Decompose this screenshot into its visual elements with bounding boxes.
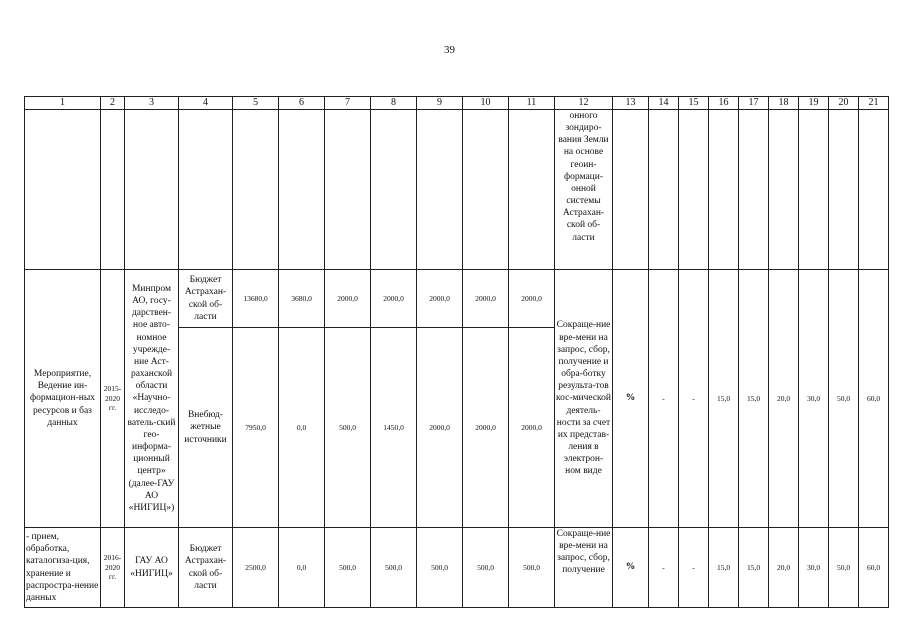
subactivity-executor: ГАУ АО «НИГИЦ» xyxy=(125,528,179,608)
header-cell-20: 20 xyxy=(829,97,859,110)
amount-cell: 13680,0 xyxy=(233,270,279,328)
amount-cell: 500,0 xyxy=(325,528,371,608)
activity-executor: Минпром АО, госу-дарствен-ное авто-номное учрежде-ние Аст-раханской области «Научно-исследо-ватель-ский гео-информа-ционный центр» (далее-ГАУ АО «НИГИЦ») xyxy=(125,270,179,528)
header-cell-13: 13 xyxy=(613,97,649,110)
amount-cell: 2000,0 xyxy=(325,270,371,328)
funding-source: Внебюд-жетные источники xyxy=(179,328,233,528)
cell-empty xyxy=(769,110,799,270)
header-cell-6: 6 xyxy=(279,97,325,110)
activity-period: 2015-2020 гг. xyxy=(101,270,125,528)
cell-empty xyxy=(417,110,463,270)
value-cell: 15,0 xyxy=(709,528,739,608)
subactivity-row xyxy=(25,528,889,608)
value-cell: 15,0 xyxy=(739,528,769,608)
header-cell-1: 1 xyxy=(25,97,101,110)
value-cell: 50,0 xyxy=(829,528,859,608)
cell-empty xyxy=(125,110,179,270)
funding-source: Бюджет Астрахан-ской об-ласти xyxy=(179,528,233,608)
amount-cell: 0,0 xyxy=(279,328,325,528)
amount-cell: 0,0 xyxy=(279,528,325,608)
header-cell-2: 2 xyxy=(101,97,125,110)
activity-row xyxy=(25,270,889,328)
value-cell: - xyxy=(679,528,709,608)
value-cell: 50,0 xyxy=(829,270,859,528)
amount-cell: 500,0 xyxy=(417,528,463,608)
header-cell-16: 16 xyxy=(709,97,739,110)
cell-empty xyxy=(709,110,739,270)
cell-empty xyxy=(679,110,709,270)
value-cell: 15,0 xyxy=(709,270,739,528)
header-cell-12: 12 xyxy=(555,97,613,110)
indicator-cell: Сокраще-ние вре-мени на запрос, сбор, получение и обра-ботку результа-тов кос-мической деятель-ности за счет их представ-ления в электрон-ном виде xyxy=(555,270,613,528)
amount-cell: 2000,0 xyxy=(371,270,417,328)
amount-cell: 500,0 xyxy=(325,328,371,528)
value-cell: - xyxy=(679,270,709,528)
amount-cell: 2000,0 xyxy=(417,328,463,528)
amount-cell: 2000,0 xyxy=(509,328,555,528)
cell-empty xyxy=(739,110,769,270)
amount-cell: 2000,0 xyxy=(463,328,509,528)
indicator-cell: онного зондиро-вания Земли на основе геоин-формаци-онной системы Астрахан-ской об-ласти xyxy=(555,110,613,270)
header-cell-3: 3 xyxy=(125,97,179,110)
header-cell-19: 19 xyxy=(799,97,829,110)
amount-cell: 3680,0 xyxy=(279,270,325,328)
header-cell-5: 5 xyxy=(233,97,279,110)
cell-empty xyxy=(799,110,829,270)
amount-cell: 2000,0 xyxy=(509,270,555,328)
cell-empty xyxy=(859,110,889,270)
cell-empty xyxy=(179,110,233,270)
unit-cell: % xyxy=(613,528,649,608)
header-cell-14: 14 xyxy=(649,97,679,110)
amount-cell: 2500,0 xyxy=(233,528,279,608)
header-cell-15: 15 xyxy=(679,97,709,110)
cell-empty xyxy=(649,110,679,270)
header-cell-21: 21 xyxy=(859,97,889,110)
value-cell: - xyxy=(649,270,679,528)
cell-empty xyxy=(371,110,417,270)
indicator-cell: Сокраще-ние вре-мени на запрос, сбор, получение xyxy=(555,528,613,608)
cell-empty xyxy=(463,110,509,270)
header-cell-7: 7 xyxy=(325,97,371,110)
header-row xyxy=(25,97,889,110)
cell-empty xyxy=(325,110,371,270)
value-cell: - xyxy=(649,528,679,608)
amount-cell: 7950,0 xyxy=(233,328,279,528)
amount-cell: 2000,0 xyxy=(463,270,509,328)
amount-cell: 500,0 xyxy=(509,528,555,608)
value-cell: 30,0 xyxy=(799,270,829,528)
amount-cell: 2000,0 xyxy=(417,270,463,328)
header-cell-11: 11 xyxy=(509,97,555,110)
header-cell-17: 17 xyxy=(739,97,769,110)
amount-cell: 500,0 xyxy=(463,528,509,608)
program-table xyxy=(24,96,889,608)
value-cell: 20,0 xyxy=(769,270,799,528)
subactivity-period: 2016-2020 гг. xyxy=(101,528,125,608)
value-cell: 60,0 xyxy=(859,528,889,608)
header-cell-8: 8 xyxy=(371,97,417,110)
subactivity-name: - прием, обработка, каталогиза-ция, хранение и распростра-нение данных xyxy=(25,528,101,608)
header-cell-9: 9 xyxy=(417,97,463,110)
header-cell-10: 10 xyxy=(463,97,509,110)
amount-cell: 500,0 xyxy=(371,528,417,608)
cell-empty xyxy=(233,110,279,270)
activity-name: Мероприятие, Ведение ин-формацион-ных ресурсов и баз данных xyxy=(25,270,101,528)
value-cell: 20,0 xyxy=(769,528,799,608)
page-number: 39 xyxy=(444,44,455,56)
unit-cell: % xyxy=(613,270,649,528)
value-cell: 30,0 xyxy=(799,528,829,608)
header-cell-4: 4 xyxy=(179,97,233,110)
cell-empty xyxy=(279,110,325,270)
value-cell: 60,0 xyxy=(859,270,889,528)
cell-empty xyxy=(101,110,125,270)
cell-empty xyxy=(613,110,649,270)
cell-empty xyxy=(509,110,555,270)
value-cell: 15,0 xyxy=(739,270,769,528)
cell-empty xyxy=(829,110,859,270)
funding-source: Бюджет Астрахан-ской об-ласти xyxy=(179,270,233,328)
cell-empty xyxy=(25,110,101,270)
header-cell-18: 18 xyxy=(769,97,799,110)
continuation-row xyxy=(25,110,889,270)
amount-cell: 1450,0 xyxy=(371,328,417,528)
